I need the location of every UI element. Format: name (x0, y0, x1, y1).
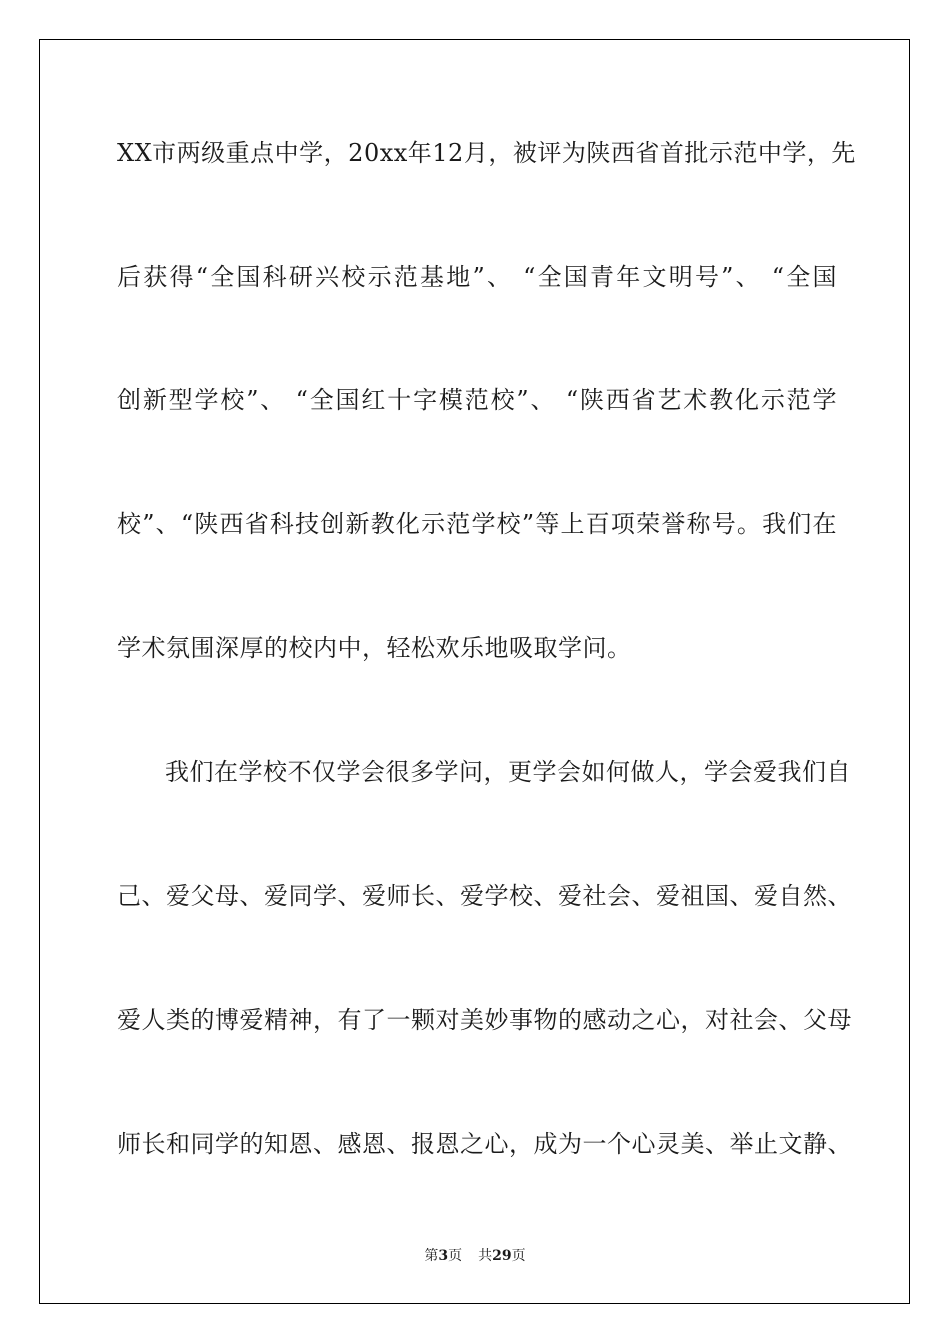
text-line: 创新型学校”、 “全国红十字模范校”、 “陕西省艺术教化示范学 (117, 386, 837, 414)
total-suffix: 页 (511, 1248, 526, 1264)
page-number: 3 (438, 1248, 449, 1264)
text-line: XX市两级重点中学，20xx年12月，被评为陕西省首批示范中学，先 (117, 139, 856, 167)
text-line: 校”、“陕西省科技创新教化示范学校”等上百项荣誉称号。我们在 (117, 510, 837, 538)
page-border (39, 39, 910, 1304)
text-line: 爱人类的博爱精神，有了一颗对美妙事物的感动之心，对社会、父母 (117, 1006, 852, 1034)
page-suffix: 页 (448, 1248, 463, 1264)
total-prefix: 共 (478, 1248, 493, 1264)
text-line: 学术氛围深厚的校内中，轻松欢乐地吸取学问。 (117, 634, 632, 662)
total-pages: 29 (492, 1248, 512, 1264)
paragraph-first-line: 我们在学校不仅学会很多学问，更学会如何做人，学会爱我们自 (165, 758, 851, 786)
text-line: 后获得“全国科研兴校示范基地”、 “全国青年文明号”、 “全国 (117, 263, 837, 291)
text-line: 己、爱父母、爱同学、爱师长、爱学校、爱社会、爱祖国、爱自然、 (117, 882, 852, 910)
text-line: 师长和同学的知恩、感恩、报恩之心，成为一个心灵美、举止文静、 (117, 1130, 852, 1158)
page-prefix: 第 (424, 1248, 439, 1264)
page-footer (0, 1247, 950, 1265)
